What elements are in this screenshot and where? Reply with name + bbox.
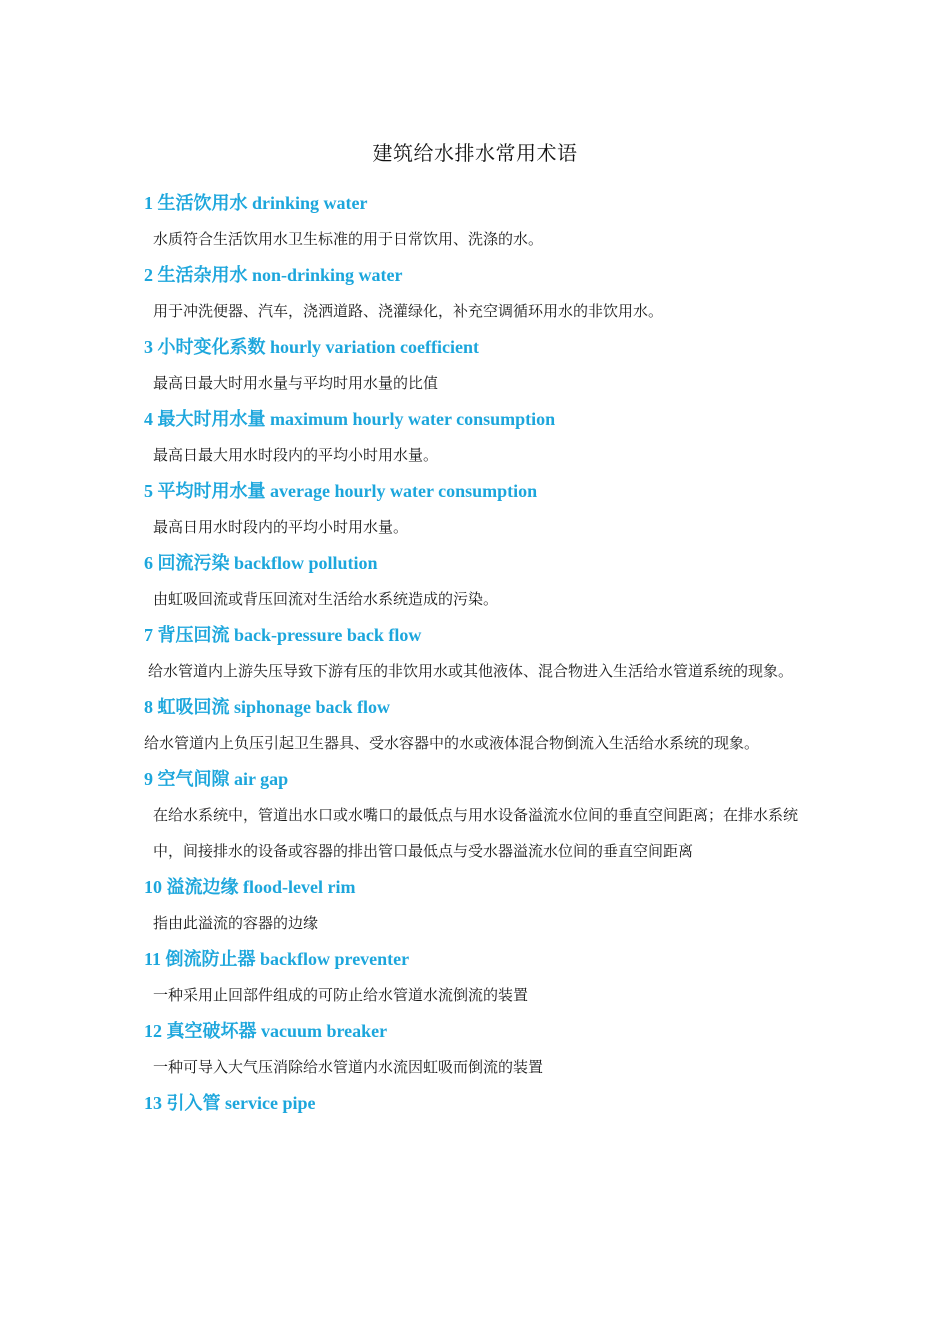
- term-list: [144, 185, 814, 1121]
- term-heading: [144, 473, 814, 509]
- term-heading: [144, 401, 814, 437]
- term-number: 8: [144, 697, 153, 717]
- term-heading: [144, 329, 814, 365]
- term-english: flood-level rim: [243, 877, 356, 897]
- term-chinese: 生活饮用水: [157, 193, 248, 213]
- term-chinese: 倒流防止器: [165, 949, 256, 969]
- term-chinese: 虹吸回流: [157, 697, 230, 717]
- term-number: 5: [144, 481, 153, 501]
- term-chinese: 真空破坏器: [166, 1021, 257, 1041]
- term-number: 7: [144, 625, 153, 645]
- term-heading: [144, 1013, 814, 1049]
- term-chinese: 平均时用水量: [157, 481, 266, 501]
- term-chinese: 空气间隙: [157, 769, 230, 789]
- term-number: 13: [144, 1093, 162, 1113]
- term-english: vacuum breaker: [261, 1021, 388, 1041]
- term-number: 9: [144, 769, 153, 789]
- document-title: 建筑给水排水常用术语: [372, 141, 578, 165]
- term-definition: 指由此溢流的容器的边缘: [153, 914, 319, 932]
- term-english: drinking water: [252, 193, 368, 213]
- term-heading: [144, 257, 814, 293]
- term-english: backflow pollution: [234, 553, 378, 573]
- term-english: maximum hourly water consumption: [270, 409, 556, 429]
- term-definition: 一种可导入大气压消除给水管道内水流因虹吸而倒流的装置: [153, 1058, 544, 1076]
- term-number: 3: [144, 337, 153, 357]
- term-heading: [144, 185, 814, 221]
- term-definition: 在给水系统中，管道出水口或水嘴口的最低点与用水设备溢流水位间的垂直空间距离；在排水系统中，间接排水的设备或容器的排出管口最低点与受水器溢流水位间的垂直空间距离: [153, 806, 799, 860]
- term-number: 10: [144, 877, 162, 897]
- term-chinese: 溢流边缘: [166, 877, 239, 897]
- term-heading: [144, 617, 814, 653]
- term-english: backflow preventer: [260, 949, 410, 969]
- term-english: average hourly water consumption: [270, 481, 538, 501]
- term-chinese: 生活杂用水: [157, 265, 248, 285]
- term-definition: 由虹吸回流或背压回流对生活给水系统造成的污染。: [153, 590, 499, 608]
- term-number: 11: [144, 949, 162, 969]
- term-number: 2: [144, 265, 153, 285]
- term-number: 6: [144, 553, 153, 573]
- term-number: 4: [144, 409, 153, 429]
- term-definition: 一种采用止回部件组成的可防止给水管道水流倒流的装置: [153, 986, 529, 1004]
- term-english: siphonage back flow: [234, 697, 391, 717]
- term-english: back-pressure back flow: [234, 625, 422, 645]
- term-english: hourly variation coefficient: [270, 337, 479, 357]
- term-heading: [144, 1085, 814, 1121]
- term-definition: 最高日最大用水时段内的平均小时用水量。: [153, 446, 439, 464]
- term-english: non-drinking water: [252, 265, 403, 285]
- term-number: 1: [144, 193, 153, 213]
- term-definition: 用于冲洗便器、汽车，浇洒道路、浇灌绿化，补充空调循环用水的非饮用水。: [153, 302, 664, 320]
- term-heading: [144, 941, 814, 977]
- term-english: service pipe: [225, 1093, 316, 1113]
- term-definition: 给水管道内上负压引起卫生器具、受水容器中的水或液体混合物倒流入生活给水系统的现象。: [144, 734, 760, 752]
- term-chinese: 最大时用水量: [157, 409, 266, 429]
- term-heading: [144, 869, 814, 905]
- term-chinese: 背压回流: [157, 625, 230, 645]
- term-definition: 最高日最大时用水量与平均时用水量的比值: [153, 374, 439, 392]
- term-definition: 最高日用水时段内的平均小时用水量。: [153, 518, 409, 536]
- term-number: 12: [144, 1021, 162, 1041]
- term-chinese: 小时变化系数: [157, 337, 266, 357]
- term-definition: 给水管道内上游失压导致下游有压的非饮用水或其他液体、混合物进入生活给水管道系统的现象。: [148, 662, 794, 680]
- term-chinese: 引入管: [166, 1093, 221, 1113]
- term-heading: [144, 689, 814, 725]
- term-chinese: 回流污染: [157, 553, 230, 573]
- term-english: air gap: [234, 769, 289, 789]
- term-heading: [144, 545, 814, 581]
- term-heading: [144, 761, 814, 797]
- term-definition: 水质符合生活饮用水卫生标准的用于日常饮用、洗涤的水。: [153, 230, 544, 248]
